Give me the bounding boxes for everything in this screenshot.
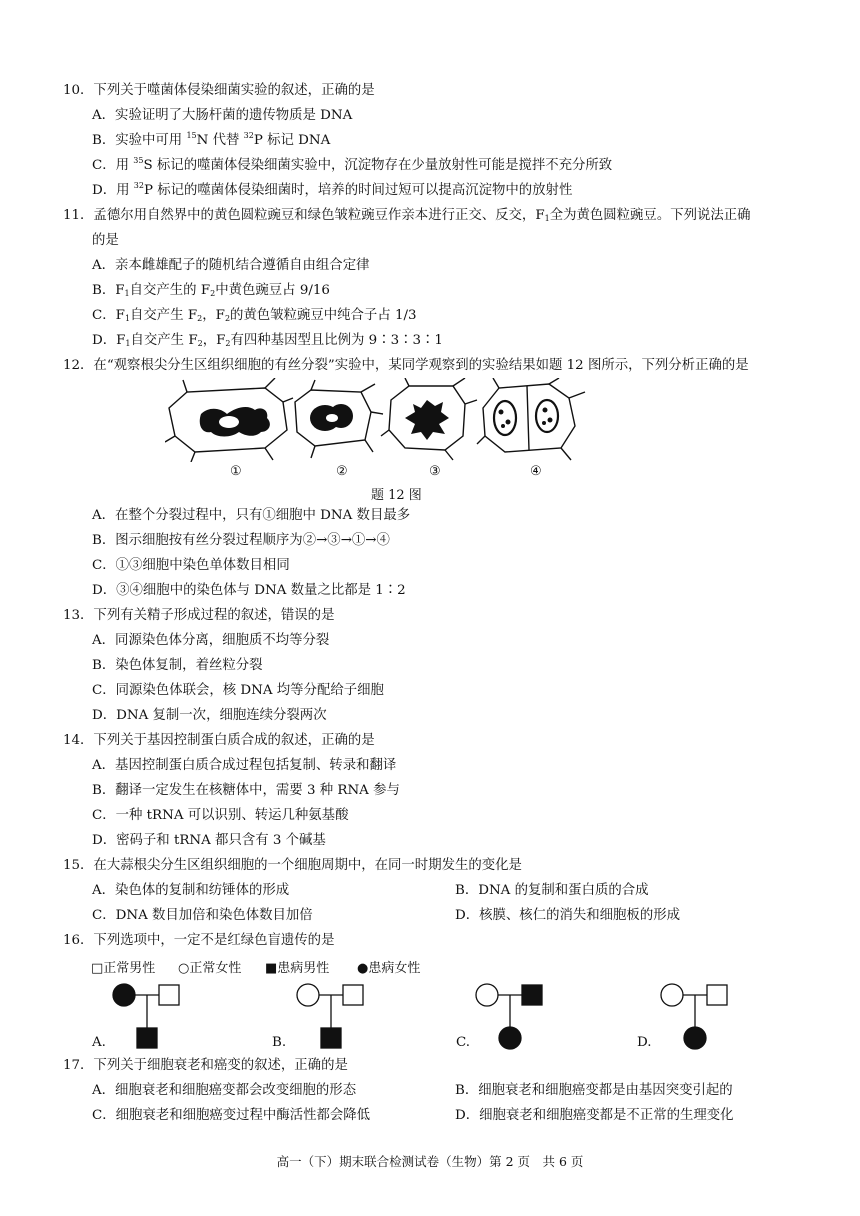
q13-option-a: A．同源染色体分离，细胞质不均等分裂 [92, 633, 330, 648]
q17-option-b: B．细胞衰老和细胞癌变都是由基因突变引起的 [455, 1083, 733, 1098]
q11-stem: 11．孟德尔用自然界中的黄色圆粒豌豆和绿色皱粒豌豆作亲本进行正交、反交，$F_1$全为黄色圆粒豌豆。下列说法正确 [63, 208, 751, 223]
q10-option-d: D．用 $^{32}$P 标记的噬菌体侵染细菌时，培养的时间过短可以提高沉淀物中的放射性 [92, 181, 573, 198]
q17-option-a: A．细胞衰老和细胞癌变都会改变细胞的形态 [92, 1083, 357, 1098]
q13-stem: 13．下列有关精子形成过程的叙述，错误的是 [63, 608, 335, 623]
q15-option-d: D．核膜、核仁的消失和细胞板的形成 [455, 908, 680, 923]
pedigree-b-label: B. [272, 1035, 287, 1050]
q16-stem: 16．下列选项中，一定不是红绿色盲遗传的是 [63, 933, 335, 948]
q17-option-c: C．细胞衰老和细胞癌变过程中酶活性都会降低 [92, 1108, 371, 1123]
pedigree-a [110, 982, 190, 1056]
pedigree-c [473, 982, 553, 1056]
legend-affected-male: ■患病男性 [265, 961, 330, 976]
page-footer: 高一（下）期末联合检测试卷（生物）第 2 页 共 6 页 [276, 1154, 584, 1169]
q10-option-b: B．实验中可用 $^{15}$N 代替 $^{32}$P 标记 DNA [92, 131, 331, 148]
q14-stem: 14．下列关于基因控制蛋白质合成的叙述，正确的是 [63, 733, 375, 748]
q12-option-c: C．①③细胞中染色单体数目相同 [92, 558, 290, 573]
q15-option-c: C．DNA 数目加倍和染色体数目加倍 [92, 908, 313, 923]
q10-option-a: A．实验证明了大肠杆菌的遗传物质是 DNA [92, 108, 353, 123]
figure-label-4: ④ [530, 464, 542, 479]
figure-label-1: ① [230, 464, 242, 479]
pedigree-b [294, 982, 374, 1056]
legend-normal-female: ○正常女性 [178, 961, 242, 976]
q14-option-d: D．密码子和 tRNA 都只含有 3 个碱基 [92, 833, 326, 848]
q11-option-d: D．$F_1$自交产生 $F_2$，$F_2$有四种基因型且比例为 9∶3∶3∶1 [92, 333, 443, 348]
q11-option-c: C．$F_1$自交产生 $F_2$，$F_2$的黄色皱粒豌豆中纯合子占 1/3 [92, 308, 417, 323]
pedigree-a-label: A. [92, 1035, 106, 1050]
pedigree-d [658, 982, 738, 1056]
q13-option-b: B．染色体复制，着丝粒分裂 [92, 658, 263, 673]
q17-option-d: D．细胞衰老和细胞癌变都是不正常的生理变化 [455, 1108, 734, 1123]
q17-stem: 17．下列关于细胞衰老和癌变的叙述，正确的是 [63, 1058, 348, 1073]
q11-option-a: A．亲本雌雄配子的随机结合遵循自由组合定律 [92, 258, 370, 273]
legend-normal-male: □正常男性 [91, 961, 156, 976]
q15-option-b: B．DNA 的复制和蛋白质的合成 [455, 883, 649, 898]
q12-stem: 12．在“观察根尖分生区组织细胞的有丝分裂”实验中，某同学观察到的实验结果如题 12 图所示，下列分析正确的是 [63, 358, 749, 373]
q11-option-b: B．$F_1$自交产生的 $F_2$中黄色豌豆占 9/16 [92, 283, 330, 298]
q13-option-d: D．DNA 复制一次，细胞连续分裂两次 [92, 708, 327, 723]
q12-option-a: A．在整个分裂过程中，只有①细胞中 DNA 数目最多 [92, 508, 411, 523]
q14-option-c: C．一种 tRNA 可以识别、转运几种氨基酸 [92, 808, 349, 823]
q13-option-c: C．同源染色体联会，核 DNA 均等分配给子细胞 [92, 683, 384, 698]
q11-stem-cont: 的是 [92, 233, 119, 248]
mitosis-figure [165, 378, 595, 462]
q14-option-a: A．基因控制蛋白质合成过程包括复制、转录和翻译 [92, 758, 397, 773]
q12-option-d: D．③④细胞中的染色体与 DNA 数量之比都是 1∶2 [92, 583, 406, 598]
q14-option-b: B．翻译一定发生在核糖体中，需要 3 种 RNA 参与 [92, 783, 400, 798]
legend-affected-female: ●患病女性 [357, 961, 421, 976]
q15-option-a: A．染色体的复制和纺锤体的形成 [92, 883, 290, 898]
q10-option-c: C．用 $^{35}$S 标记的噬菌体侵染细菌实验中，沉淀物存在少量放射性可能是搅拌不充分所致 [92, 156, 613, 173]
q15-stem: 15．在大蒜根尖分生区组织细胞的一个细胞周期中，在同一时期发生的变化是 [63, 858, 522, 873]
figure-label-2: ② [336, 464, 348, 479]
pedigree-c-label: C. [456, 1035, 471, 1050]
pedigree-d-label: D. [637, 1035, 652, 1050]
q12-option-b: B．图示细胞按有丝分裂过程顺序为②→③→①→④ [92, 533, 390, 548]
figure-caption: 题 12 图 [371, 488, 422, 503]
figure-label-3: ③ [429, 464, 441, 479]
q10-stem: 10．下列关于噬菌体侵染细菌实验的叙述，正确的是 [63, 83, 375, 98]
